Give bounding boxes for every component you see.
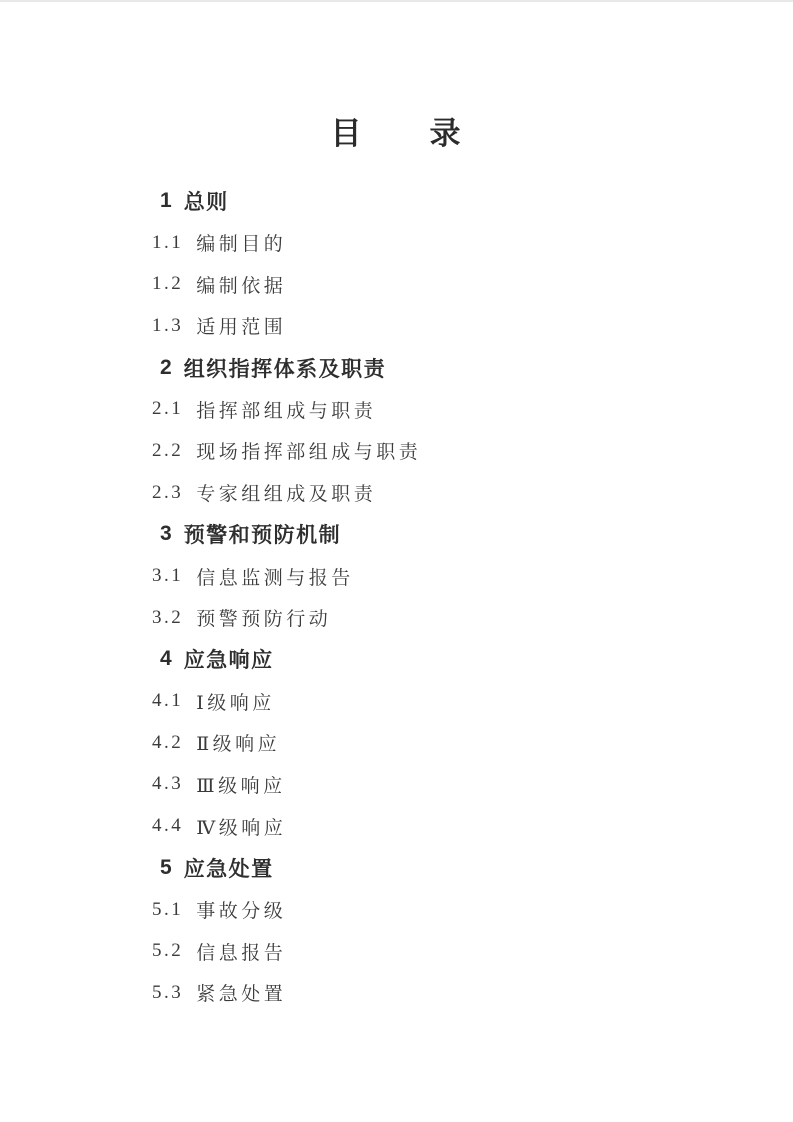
toc-entry-label: 适用范围 xyxy=(196,317,287,339)
toc-entry xyxy=(0,847,793,889)
toc-entry-number: 5.1 xyxy=(152,898,184,920)
toc-entry-label: 应急处置 xyxy=(183,857,274,881)
toc-entry-number: 4.4 xyxy=(152,815,184,837)
toc-entry xyxy=(0,930,793,972)
toc-entry xyxy=(0,680,793,722)
toc-entry-number: 3.2 xyxy=(152,606,184,628)
toc-entry xyxy=(0,722,793,764)
toc-entry-label: Ⅱ级响应 xyxy=(196,734,281,756)
toc-list xyxy=(0,180,793,1014)
page-title: 目 录 xyxy=(330,116,463,151)
toc-entry-number: 1 xyxy=(160,188,172,212)
toc-entry xyxy=(0,347,793,389)
toc-entry-label: Ⅰ级响应 xyxy=(196,692,275,714)
toc-entry-number: 5.2 xyxy=(152,940,184,962)
toc-entry-number: 5.3 xyxy=(152,981,184,1003)
toc-entry-label: 预警预防行动 xyxy=(196,609,332,631)
toc-entry xyxy=(0,472,793,514)
toc-entry-number: 3 xyxy=(160,522,172,546)
toc-entry-label: 专家组组成及职责 xyxy=(196,484,377,506)
toc-entry-number: 1.3 xyxy=(152,314,184,336)
toc-entry xyxy=(0,180,793,222)
toc-entry-number: 1.2 xyxy=(152,273,184,295)
toc-entry-label: 信息报告 xyxy=(196,942,287,964)
toc-entry-number: 4.1 xyxy=(152,690,184,712)
toc-entry xyxy=(0,764,793,806)
toc-entry-number: 4 xyxy=(160,647,172,671)
toc-entry-label: 信息监测与报告 xyxy=(196,567,354,589)
toc-entry xyxy=(0,263,793,305)
toc-entry-label: 编制目的 xyxy=(196,234,287,256)
toc-entry-label: Ⅳ级响应 xyxy=(196,817,287,839)
toc-entry xyxy=(0,972,793,1014)
toc-entry xyxy=(0,388,793,430)
toc-entry xyxy=(0,555,793,597)
toc-entry xyxy=(0,597,793,639)
toc-entry-number: 4.3 xyxy=(152,773,184,795)
toc-entry-number: 1.1 xyxy=(152,231,184,253)
toc-entry-label: 应急响应 xyxy=(183,649,274,673)
toc-entry-number: 2.2 xyxy=(152,439,184,461)
toc-entry xyxy=(0,305,793,347)
toc-entry-label: 组织指挥体系及职责 xyxy=(183,357,387,381)
toc-entry-number: 2.3 xyxy=(152,481,184,503)
toc-entry-label: Ⅲ级响应 xyxy=(196,775,286,797)
toc-entry xyxy=(0,889,793,931)
toc-entry xyxy=(0,222,793,264)
toc-entry-label: 预警和预防机制 xyxy=(183,524,342,548)
toc-entry-number: 5 xyxy=(160,855,172,879)
toc-entry-number: 2 xyxy=(160,355,172,379)
toc-entry xyxy=(0,430,793,472)
toc-entry-number: 4.2 xyxy=(152,731,184,753)
toc-entry-number: 2.1 xyxy=(152,398,184,420)
toc-entry-label: 紧急处置 xyxy=(196,984,287,1006)
toc-entry-label: 总则 xyxy=(183,190,229,214)
toc-entry xyxy=(0,514,793,556)
toc-entry xyxy=(0,639,793,681)
toc-entry-label: 事故分级 xyxy=(196,901,287,923)
toc-entry-label: 指挥部组成与职责 xyxy=(196,400,377,422)
toc-entry-number: 3.1 xyxy=(152,565,184,587)
toc-entry-label: 现场指挥部组成与职责 xyxy=(196,442,422,464)
toc-entry xyxy=(0,805,793,847)
toc-entry-label: 编制依据 xyxy=(196,275,287,297)
